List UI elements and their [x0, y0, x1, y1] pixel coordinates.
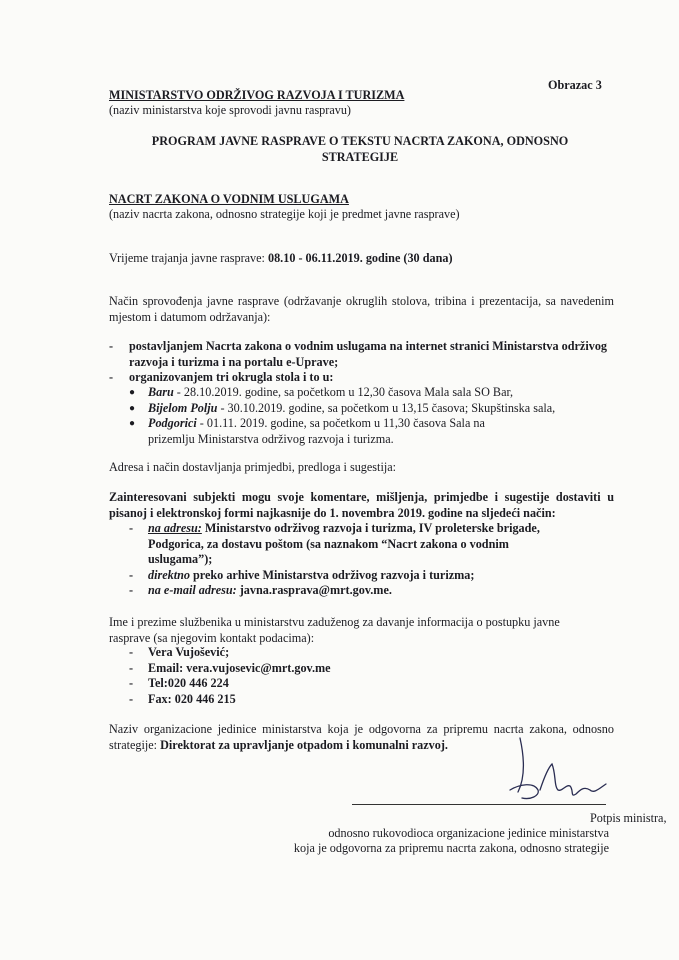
dash-marker: - [129, 660, 134, 675]
signature-line [352, 804, 606, 805]
method-list [109, 339, 614, 386]
form-label: Obrazac 3 [548, 78, 602, 92]
contact-item: - Email: vera.vujosevic@mrt.gov.me [129, 660, 331, 675]
ministry-note: (naziv ministarstva koje sprovodi javnu raspravu) [109, 103, 351, 117]
round-table-list [129, 385, 614, 447]
contact-item: - Tel:020 446 224 [129, 676, 229, 690]
unit-name: Direktorat za upravljanje otpadom i komunalni razvoj. [160, 737, 448, 752]
contact-intro: Ime i prezime službenika u ministarstvu zaduženog za davanje informacija o postupku javne rasprave (sa njegovim kontakt podacima): [109, 615, 560, 645]
handwritten-signature [500, 728, 610, 808]
duration-line [109, 251, 453, 267]
method-item: - organizovanjem tri okrugla stola i to u: [109, 370, 334, 384]
dash-marker: - [109, 339, 114, 353]
dash-marker: - [129, 567, 134, 582]
duration-value: 08.10 - 06.11.2019. godine (30 dana) [267, 251, 453, 265]
method-intro: Način sprovođenja javne rasprave (održavanje okruglih stolova, tribina i prezentacija, sa navedenim mjestom i datumom održavanja): [109, 294, 614, 324]
ministry-name: MINISTARSTVO ODRŽIVOG RAZVOJA I TURIZMA [109, 88, 405, 102]
signature-caption-3: koja je odgovorna za pripremu nacrta zakona, odnosno strategije [293, 841, 609, 855]
signature-caption-2: odnosno rukovodioca organizacione jedinice ministarstva [328, 826, 609, 840]
dash-marker: - [129, 676, 134, 690]
contact-item: - Vera Vujošević; [129, 645, 230, 659]
program-title: PROGRAM JAVNE RASPRAVE O TEKSTU NACRTA ZAKONA, ODNOSNO STRATEGIJE [151, 134, 569, 164]
bullet-icon: ● [129, 418, 136, 429]
method-item: - postavljanjem Nacrta zakona o vodnim uslugama na internet stranici Ministarstva održivog razvoja i turizma i na portalu e-Uprave; [109, 339, 608, 369]
submission-item: - na adresu: Ministarstvo održivog razvoja i turizma, IV proleterske brigade, Podgorica, za dostavu poštom (sa naznakom “Nacrt zakona o vodnim uslugama”); [129, 521, 540, 566]
contact-list [129, 645, 529, 707]
draft-note: (naziv nacrta zakona, odnosno strategije koji je predmet javne rasprave) [109, 207, 460, 221]
submission-intro: Zainteresovani subjekti mogu svoje komentare, mišljenja, primjedbe i sugestije dostaviti u pisanoj i elektronskoj formi najkasnije do 1. novembra 2019. godine na sljedeći način: [109, 490, 614, 520]
dash-marker: - [129, 583, 134, 597]
bullet-icon: ● [129, 387, 136, 398]
duration-label: Vrijeme trajanja javne rasprave: [109, 251, 265, 265]
dash-marker: - [129, 645, 134, 659]
round-table-item: ● Baru - 28.10.2019. godine, sa početkom u 12,30 časova Mala sala SO Bar, [129, 385, 514, 399]
contact-item: - Fax: 020 446 215 [129, 691, 236, 706]
signature-caption-1: Potpis ministra, [590, 811, 667, 825]
submission-item: - na e-mail adresu: javna.rasprava@mrt.gov.me. [129, 583, 392, 597]
submission-heading: Adresa i način dostavljanja primjedbi, predloga i sugestija: [109, 460, 397, 474]
round-table-item: ● Bijelom Polju - 30.10.2019. godine, sa početkom u 13,15 časova; Skupštinska sala, [129, 400, 556, 415]
submission-list [129, 521, 569, 599]
submission-item: - direktno preko arhive Ministarstva održivog razvoja i turizma; [129, 567, 475, 582]
dash-marker: - [129, 521, 134, 535]
bullet-icon: ● [129, 402, 136, 414]
unit-intro: Naziv organizacione jedinice ministarstva koja je odgovorna za pripremu nacrta zakona, odnosno strategije: [109, 722, 614, 752]
round-table-item: ● Podgorici - 01.11. 2019. godine, sa početkom u 11,30 časova Sala na prizemlju Ministarstva održivog razvoja i turizma. [129, 416, 485, 446]
draft-name: NACRT ZAKONA O VODNIM USLUGAMA [109, 192, 349, 206]
dash-marker: - [129, 691, 134, 706]
dash-marker: - [109, 370, 114, 384]
